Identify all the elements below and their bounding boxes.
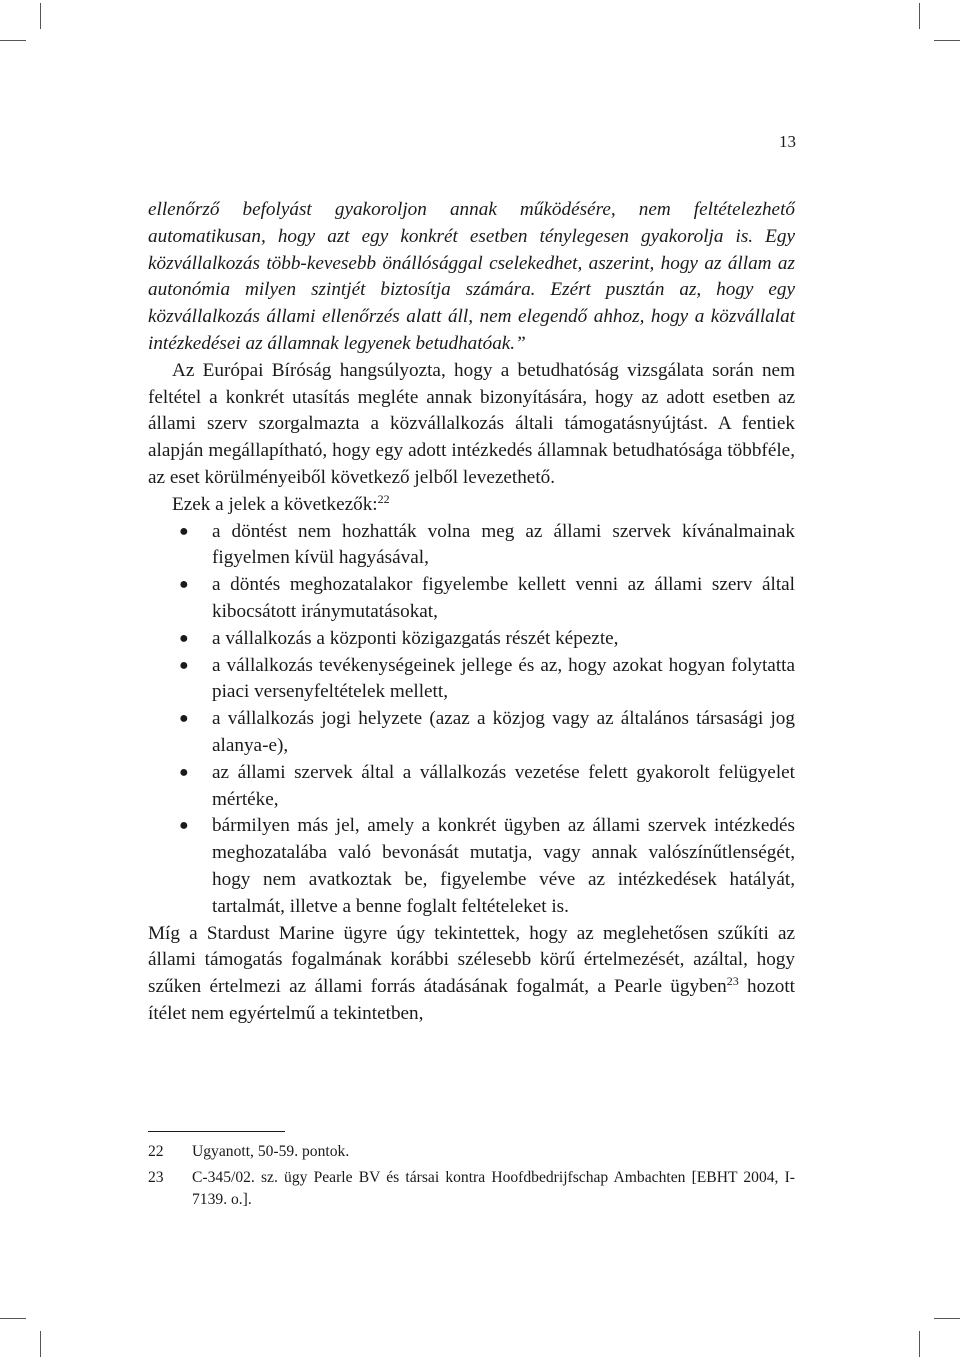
crop-mark — [40, 3, 41, 29]
bullet-icon: ● — [179, 817, 189, 835]
list-item — [148, 519, 795, 573]
list-item-text: a vállalkozás jogi helyzete (azaz a közjog vagy az általános társasági jog alanya-e), — [212, 708, 795, 756]
footnote — [148, 1141, 795, 1163]
list-item-text: a döntést nem hozhatták volna meg az állami szervek kívánalmainak figyelmen kívül hagyásával, — [212, 520, 795, 569]
crop-mark — [40, 1331, 41, 1357]
list-item — [148, 813, 795, 920]
list-item-text: a vállalkozás a központi közigazgatás részét képezte, — [212, 627, 619, 649]
bullet-icon: ● — [179, 629, 189, 647]
conclusion-paragraph — [148, 921, 795, 1028]
list-item — [148, 760, 795, 814]
conclusion-text-start: Míg a Stardust Marine ügyre úgy tekintettek, hogy az meglehetősen szűkíti az állami támogatás fogalmának korábbi szélesebb körű értelmezését, azáltal, hogy szűken értelmezi az állami forrás átadásának fogalmát, a Pearle ügyben — [148, 922, 795, 998]
bullet-icon: ● — [179, 710, 189, 728]
footnotes — [148, 1141, 795, 1215]
bullet-icon: ● — [179, 576, 189, 594]
closing-quote-mark: ” — [515, 332, 526, 354]
crop-mark — [919, 1331, 920, 1357]
crop-mark — [919, 3, 920, 29]
list-item-text: az állami szervek által a vállalkozás vezetése felett gyakorolt felügyelet mértéke, — [212, 761, 795, 810]
body-text — [148, 197, 795, 1028]
footnote — [148, 1167, 795, 1211]
bullet-icon: ● — [179, 763, 189, 781]
quoted-passage — [148, 197, 795, 358]
page-number: 13 — [779, 132, 796, 151]
footnote-divider — [148, 1131, 285, 1132]
footnote-text: C-345/02. sz. ügy Pearle BV és társai kontra Hoofdbedrijfschap Ambachten [EBHT 2004, I-7139. o.]. — [192, 1169, 795, 1208]
footnote-ref-23[interactable]: 23 — [726, 974, 739, 989]
list-item — [148, 572, 795, 626]
footnote-number: 23 — [148, 1169, 164, 1186]
crop-mark — [0, 1318, 26, 1319]
bullet-icon: ● — [179, 656, 189, 674]
list-item — [148, 626, 795, 653]
footnote-ref-22[interactable]: 22 — [377, 491, 390, 506]
conclusion-text-end: hozott ítélet nem egyértelmű a tekintetben, — [148, 976, 795, 1024]
quote-text: ellenőrző befolyást gyakoroljon annak működésére, nem feltételezhető automatikusan, hogy azt egy konkrét esetben ténylegesen gyakorolja is. Egy közvállalkozás több-kevesebb önállósággal cselekedhet, aszerint, hogy az állam az autonómia milyen szintjét biztosítja számára. Ezért pusztán az, hogy egy közvállalkozás állami ellenőrzés alatt áll, nem elegendő ahhoz, hogy a közvállalat intézkedései az államnak legyenek betudhatóak. — [148, 199, 795, 354]
list-item-text: a döntés meghozatalakor figyelembe kellett venni az állami szerv által kibocsátott iránymutatásokat, — [212, 574, 795, 622]
footnote-text: Ugyanott, 50-59. pontok. — [192, 1143, 350, 1160]
crop-mark — [934, 1318, 960, 1319]
court-paragraph: Az Európai Bíróság hangsúlyozta, hogy a betudhatóság vizsgálata során nem feltétel a konkrét utasítás megléte annak bizonyítására, hogy az adott esetben az állami szerv szorgalmazta a közvállalkozás általi támogatásnyújtást. A fentiek alapján megállapítható, hogy egy adott intézkedés államnak betudhatósága többféle, az eset körülményeiből következő jelből levezethető. — [148, 359, 795, 488]
crop-mark — [934, 40, 960, 41]
criteria-list — [148, 519, 795, 921]
list-item-text: a vállalkozás tevékenységeinek jellege és az, hogy azokat hogyan folytatta piaci versenyfeltételek mellett, — [212, 654, 795, 703]
footnote-number: 22 — [148, 1143, 164, 1160]
signs-intro — [148, 492, 795, 519]
list-item — [148, 653, 795, 707]
list-item-text: bármilyen más jel, amely a konkrét ügyben az állami szervek intézkedés meghozatalába való bevonását mutatja, vagy annak valószínűtlenségét, hogy nem avatkoztak be, figyelembe véve az intézkedések hatályát, tartalmát, illetve a benne foglalt feltételeket is. — [212, 815, 795, 917]
list-item — [148, 706, 795, 760]
bullet-icon: ● — [179, 522, 189, 540]
crop-mark — [0, 40, 26, 41]
signs-intro-text: Ezek a jelek a következők: — [172, 493, 378, 515]
